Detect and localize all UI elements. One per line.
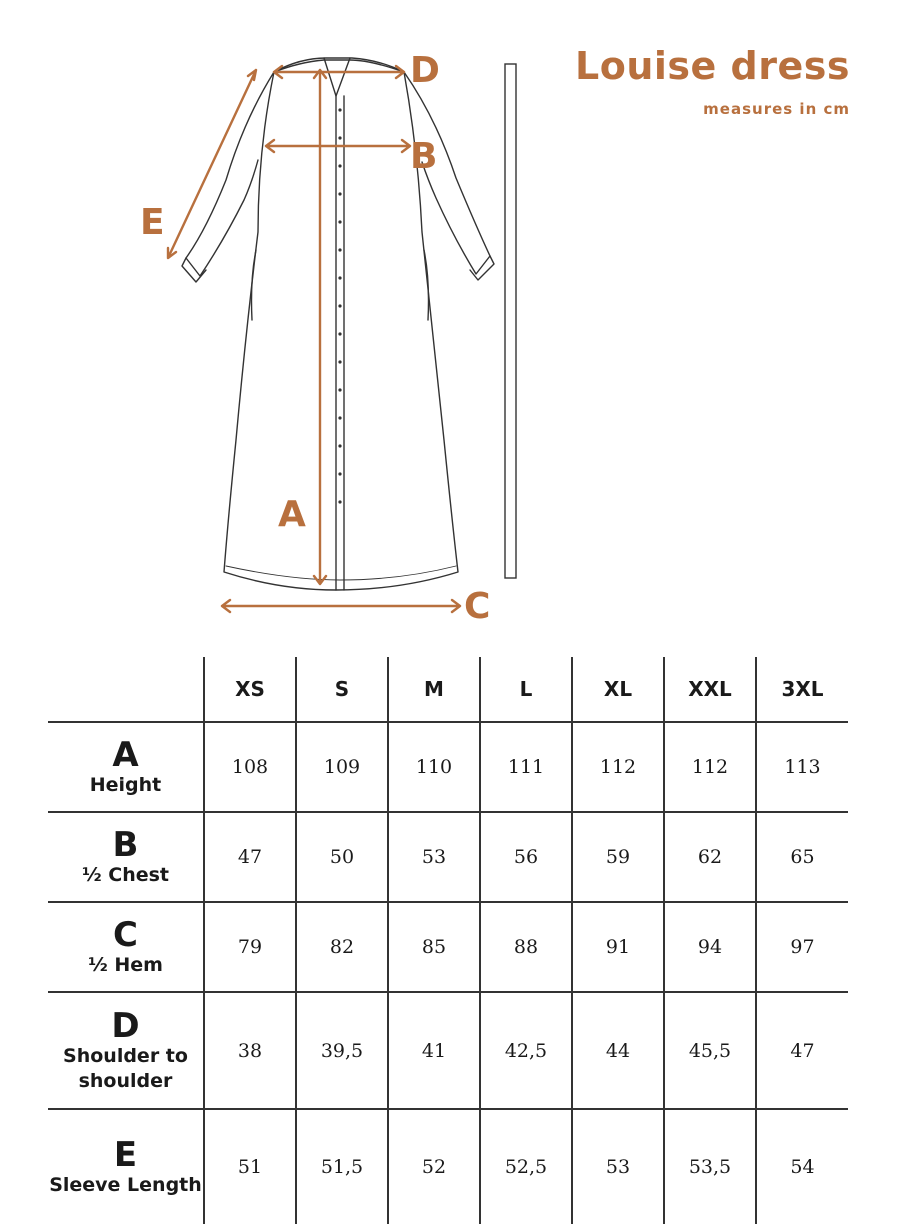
size-header: XS [204, 657, 296, 722]
table-row [48, 722, 848, 812]
table-cell: 56 [480, 812, 572, 902]
table-row [48, 1109, 848, 1224]
table-cell: 108 [204, 722, 296, 812]
table-cell: 54 [756, 1109, 848, 1224]
table-cell: 47 [756, 992, 848, 1109]
table-cell: 53 [572, 1109, 664, 1224]
row-header [48, 1109, 204, 1224]
label-b: B [410, 136, 438, 177]
table-cell: 82 [296, 902, 388, 992]
table-cell: 112 [664, 722, 756, 812]
table-cell: 52,5 [480, 1109, 572, 1224]
table-cell: 41 [388, 992, 480, 1109]
row-header [48, 992, 204, 1109]
size-header: XL [572, 657, 664, 722]
table-cell: 110 [388, 722, 480, 812]
table-cell: 113 [756, 722, 848, 812]
table-row [48, 812, 848, 902]
table-cell: 79 [204, 902, 296, 992]
page-subtitle: measures in cm [703, 100, 850, 118]
table-cell: 85 [388, 902, 480, 992]
table-cell: 59 [572, 812, 664, 902]
table-cell: 97 [756, 902, 848, 992]
table-cell: 53 [388, 812, 480, 902]
row-header [48, 812, 204, 902]
table-cell: 62 [664, 812, 756, 902]
table-cell: 50 [296, 812, 388, 902]
size-table [48, 657, 848, 1224]
table-cell: 88 [480, 902, 572, 992]
row-label: ½ Chest [81, 863, 170, 886]
table-cell: 39,5 [296, 992, 388, 1109]
arrow-e [168, 70, 256, 258]
row-label: ½ Hem [88, 953, 163, 976]
table-cell: 53,5 [664, 1109, 756, 1224]
row-label: Shoulder to shoulder [63, 1044, 188, 1092]
row-header [48, 722, 204, 812]
left-sleeve [186, 72, 274, 276]
button-placket [336, 96, 344, 590]
size-header: M [388, 657, 480, 722]
table-cell: 52 [388, 1109, 480, 1224]
table-cell: 91 [572, 902, 664, 992]
arrow-d [274, 66, 404, 78]
size-header: XXL [664, 657, 756, 722]
row-letter: C [113, 914, 138, 955]
row-letter: D [111, 1005, 140, 1046]
table-cell: 94 [664, 902, 756, 992]
table-cell: 111 [480, 722, 572, 812]
table-cell: 112 [572, 722, 664, 812]
row-letter: A [112, 734, 139, 775]
row-label: Height [89, 773, 162, 796]
buttons [338, 108, 341, 503]
corner-cell [48, 657, 204, 722]
size-header-row [48, 657, 848, 722]
table-cell: 47 [204, 812, 296, 902]
size-header: 3XL [756, 657, 848, 722]
table-cell: 51,5 [296, 1109, 388, 1224]
label-a: A [278, 494, 306, 535]
table-cell: 65 [756, 812, 848, 902]
row-letter: B [112, 824, 139, 865]
scale-bar [505, 64, 516, 578]
row-header [48, 902, 204, 992]
table-cell: 38 [204, 992, 296, 1109]
row-letter: E [113, 1134, 138, 1175]
table-cell: 45,5 [664, 992, 756, 1109]
label-d: D [410, 50, 440, 91]
label-c: C [464, 586, 491, 627]
table-row [48, 902, 848, 992]
arrow-b [266, 140, 410, 152]
neckline [324, 58, 350, 96]
row-label: Sleeve Length [49, 1173, 202, 1196]
table-cell: 44 [572, 992, 664, 1109]
table-cell: 51 [204, 1109, 296, 1224]
size-header: S [296, 657, 388, 722]
size-header: L [480, 657, 572, 722]
page-title: Louise dress [575, 44, 850, 88]
table-cell: 42,5 [480, 992, 572, 1109]
table-row [48, 992, 848, 1109]
arrow-c [222, 600, 460, 612]
label-e: E [140, 202, 165, 243]
table-cell: 109 [296, 722, 388, 812]
